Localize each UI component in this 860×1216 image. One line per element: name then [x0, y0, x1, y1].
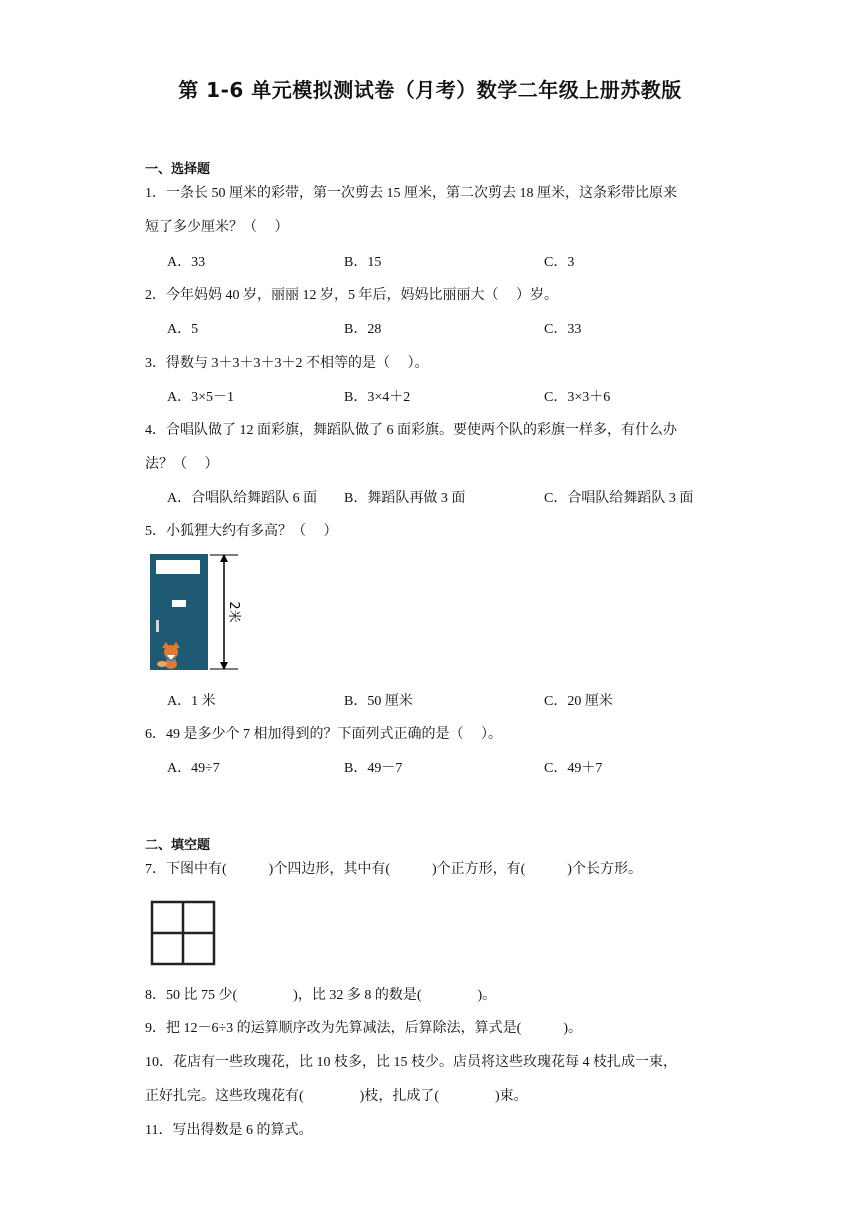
q3-option-b: B．3×4＋2 [344, 390, 411, 405]
q6-text: 6．49 是多少个 7 相加得到的？下面列式正确的是（ ）。 [145, 727, 502, 742]
section-choice-heading: 一、选择题 [145, 162, 211, 177]
q5-option-a: A．1 米 [167, 694, 216, 709]
section-fill-heading: 二、填空题 [145, 838, 211, 853]
q9-text: 9．把 12－6÷3 的运算顺序改为先算减法，后算除法，算式是( )。 [145, 1021, 583, 1036]
q10-text-line1: 10．花店有一些玫瑰花，比 10 枝多，比 15 枝少。店员将这些玫瑰花每 4 枝扎成一束， [145, 1055, 677, 1070]
q1-text-line2: 短了多少厘米？（ ） [145, 220, 289, 235]
q2-option-a: A．5 [167, 322, 199, 337]
q6-option-c: C．49＋7 [544, 761, 603, 776]
door-height-label: 2米 [226, 601, 241, 623]
door-handle [156, 620, 159, 632]
q4-option-a: A．合唱队给舞蹈队 6 面 [167, 491, 318, 506]
q5-option-c: C．20 厘米 [544, 694, 613, 709]
q11-text: 11．写出得数是 6 的算式。 [145, 1123, 313, 1138]
door-window [156, 560, 200, 574]
q6-option-a: A．49÷7 [167, 761, 220, 776]
q6-option-b: B．49－7 [344, 761, 403, 776]
q4-option-c: C．合唱队给舞蹈队 3 面 [544, 491, 694, 506]
q5-option-b: B．50 厘米 [344, 694, 413, 709]
q3-option-c: C．3×3＋6 [544, 390, 611, 405]
q1-option-a: A．33 [167, 255, 206, 270]
q1-text-line1: 1．一条长 50 厘米的彩带，第一次剪去 15 厘米，第二次剪去 18 厘米，这条彩带比原来 [145, 186, 677, 201]
q3-option-a: A．3×5－1 [167, 390, 235, 405]
square-grid-figure [150, 900, 216, 966]
q3-text: 3．得数与 3＋3＋3＋3＋2 不相等的是（ ）。 [145, 356, 429, 371]
q2-option-c: C．33 [544, 322, 582, 337]
q2-option-b: B．28 [344, 322, 382, 337]
q2-text: 2．今年妈妈 40 岁，丽丽 12 岁，5 年后，妈妈比丽丽大（ ）岁。 [145, 288, 558, 303]
q1-option-c: C．3 [544, 255, 575, 270]
q10-text-line2: 正好扎完。这些玫瑰花有( )枝，扎成了( )束。 [145, 1089, 528, 1104]
door-sign [172, 600, 186, 607]
q8-text: 8．50 比 75 少( )，比 32 多 8 的数是( )。 [145, 988, 497, 1003]
q7-text: 7．下图中有( )个四边形，其中有( )个正方形，有( )个长方形。 [145, 862, 642, 877]
q4-text-line1: 4．合唱队做了 12 面彩旗，舞蹈队做了 6 面彩旗。要使两个队的彩旗一样多，有什么办 [145, 423, 677, 438]
q4-text-line2: 法？（ ） [145, 457, 219, 472]
door-fox-figure [148, 552, 248, 672]
q4-option-b: B．舞蹈队再做 3 面 [344, 491, 466, 506]
q5-text: 5．小狐狸大约有多高？（ ） [145, 524, 338, 539]
page-title: 第 1-6 单元模拟测试卷（月考）数学二年级上册苏教版 [178, 78, 682, 102]
q1-option-b: B．15 [344, 255, 382, 270]
